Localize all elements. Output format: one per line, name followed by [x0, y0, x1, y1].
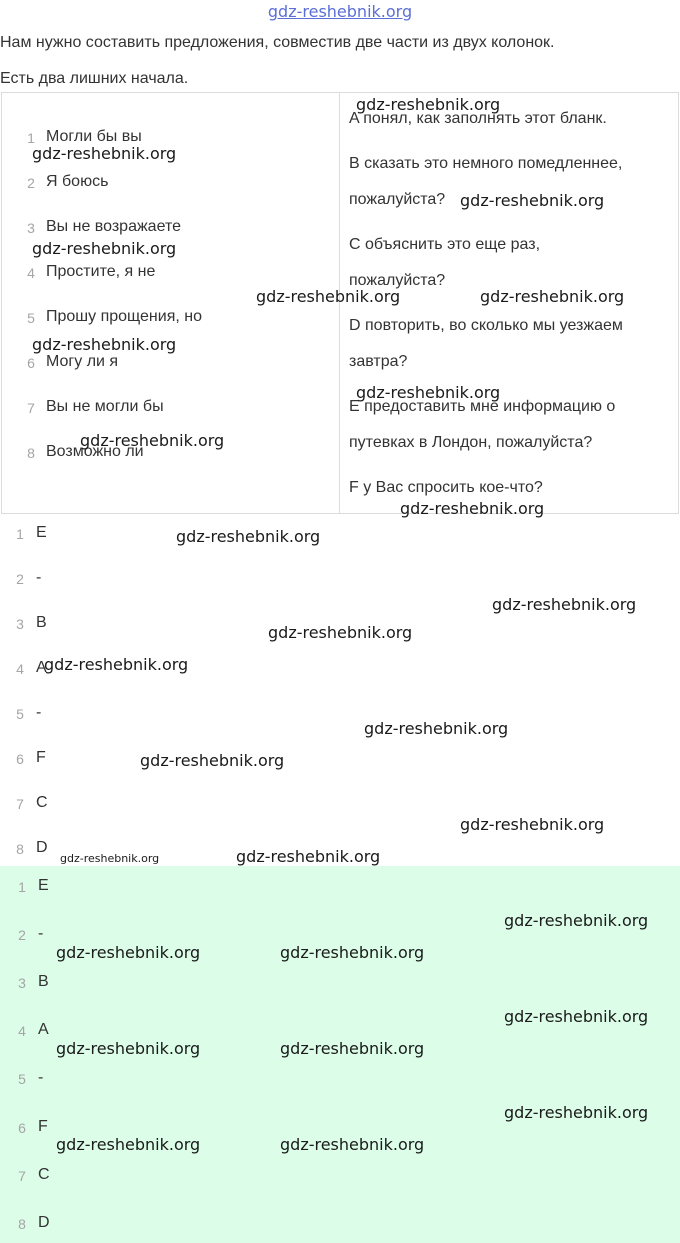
watermark: gdz-reshebnik.org: [504, 1103, 649, 1122]
watermark: gdz-reshebnik.org: [236, 847, 381, 866]
item-number: 5: [27, 310, 35, 326]
answer-number: 3: [18, 975, 26, 991]
answer-value: C: [36, 794, 48, 811]
answer-number: 1: [16, 526, 24, 542]
item-text: Вы не могли бы: [46, 398, 164, 415]
answer-number: 2: [18, 927, 26, 943]
answer-value: -: [38, 1069, 44, 1086]
watermark: gdz-reshebnik.org: [60, 852, 160, 865]
watermark: gdz-reshebnik.org: [356, 383, 501, 402]
right-line: A понял, как заполнять этот бланк.: [349, 110, 607, 127]
answer-number: 7: [18, 1168, 26, 1184]
answer-value: B: [36, 614, 47, 631]
watermark: gdz-reshebnik.org: [32, 335, 177, 354]
item-number: 2: [27, 175, 35, 191]
answer-number: 5: [18, 1071, 26, 1087]
answer-value: C: [38, 1166, 50, 1183]
watermark: gdz-reshebnik.org: [280, 943, 425, 962]
item-number: 3: [27, 220, 35, 236]
watermark: gdz-reshebnik.org: [176, 527, 321, 546]
answer-value: F: [36, 749, 46, 766]
task-note: Есть два лишних начала.: [0, 70, 189, 87]
watermark: gdz-reshebnik.org: [280, 1135, 425, 1154]
item-text: Вы не возражаете: [46, 218, 181, 235]
item-text: Я боюсь: [46, 173, 109, 190]
watermark: gdz-reshebnik.org: [56, 1039, 201, 1058]
watermark: gdz-reshebnik.org: [32, 144, 177, 163]
item-number: 6: [27, 355, 35, 371]
watermark: gdz-reshebnik.org: [460, 815, 605, 834]
answer-number: 8: [16, 841, 24, 857]
watermark: gdz-reshebnik.org: [140, 751, 285, 770]
right-line: C объяснить это еще раз,: [349, 236, 541, 253]
answer-value: -: [36, 569, 42, 586]
answer-value: A: [38, 1021, 49, 1038]
watermark: gdz-reshebnik.org: [44, 655, 189, 674]
task-description: Нам нужно составить предложения, совместив две части из двух колонок.: [0, 34, 555, 51]
right-line: пожалуйста?: [349, 272, 446, 289]
right-line: путевках в Лондон, пожалуйста?: [349, 434, 593, 451]
answer-value: E: [38, 877, 49, 894]
watermark: gdz-reshebnik.org: [280, 1039, 425, 1058]
watermark: gdz-reshebnik.org: [356, 95, 501, 114]
answer-value: A: [36, 659, 47, 676]
answer-value: -: [36, 704, 42, 721]
item-number: 4: [27, 265, 35, 281]
answer-value: B: [38, 973, 49, 990]
answer-number: 3: [16, 616, 24, 632]
watermark: gdz-reshebnik.org: [32, 239, 177, 258]
watermark: gdz-reshebnik.org: [56, 943, 201, 962]
answer-number: 4: [18, 1023, 26, 1039]
answer-number: 6: [18, 1120, 26, 1136]
watermark: gdz-reshebnik.org: [460, 191, 605, 210]
right-line: D повторить, во сколько мы уезжаем: [349, 317, 623, 334]
answer-number: 7: [16, 796, 24, 812]
watermark: gdz-reshebnik.org: [480, 287, 625, 306]
watermark: gdz-reshebnik.org: [56, 1135, 201, 1154]
answer-value: D: [36, 839, 48, 856]
item-number: 1: [27, 130, 35, 146]
answer-number: 8: [18, 1216, 26, 1232]
answer-number: 1: [18, 879, 26, 895]
item-text: Возможно ли: [46, 443, 144, 460]
right-line: E предоставить мне информацию о: [349, 398, 616, 415]
watermark: gdz-reshebnik.org: [492, 595, 637, 614]
watermark: gdz-reshebnik.org: [256, 287, 401, 306]
answer-value: F: [38, 1118, 48, 1135]
answer-number: 5: [16, 706, 24, 722]
item-text: Могу ли я: [46, 353, 119, 370]
watermark: gdz-reshebnik.org: [504, 911, 649, 930]
answer-value: -: [38, 925, 44, 942]
right-line: завтра?: [349, 353, 408, 370]
answer-list: [0, 514, 680, 866]
right-line: F у Вас спросить кое-что?: [349, 479, 543, 496]
answer-value: D: [38, 1214, 50, 1231]
watermark: gdz-reshebnik.org: [268, 623, 413, 642]
item-number: 8: [27, 445, 35, 461]
right-line: B сказать это немного помедленнее,: [349, 155, 623, 172]
item-text: Простите, я не: [46, 263, 156, 280]
right-line: пожалуйста?: [349, 191, 446, 208]
item-number: 7: [27, 400, 35, 416]
answer-number: 6: [16, 751, 24, 767]
site-header-link[interactable]: gdz-reshebnik.org: [267, 2, 413, 21]
answer-value: E: [36, 524, 47, 541]
watermark: gdz-reshebnik.org: [364, 719, 509, 738]
watermark: gdz-reshebnik.org: [400, 499, 545, 518]
answer-number: 2: [16, 571, 24, 587]
watermark: gdz-reshebnik.org: [504, 1007, 649, 1026]
answer-number: 4: [16, 661, 24, 677]
item-text: Могли бы вы: [46, 128, 142, 145]
watermark: gdz-reshebnik.org: [80, 431, 225, 450]
item-text: Прошу прощения, но: [46, 308, 202, 325]
